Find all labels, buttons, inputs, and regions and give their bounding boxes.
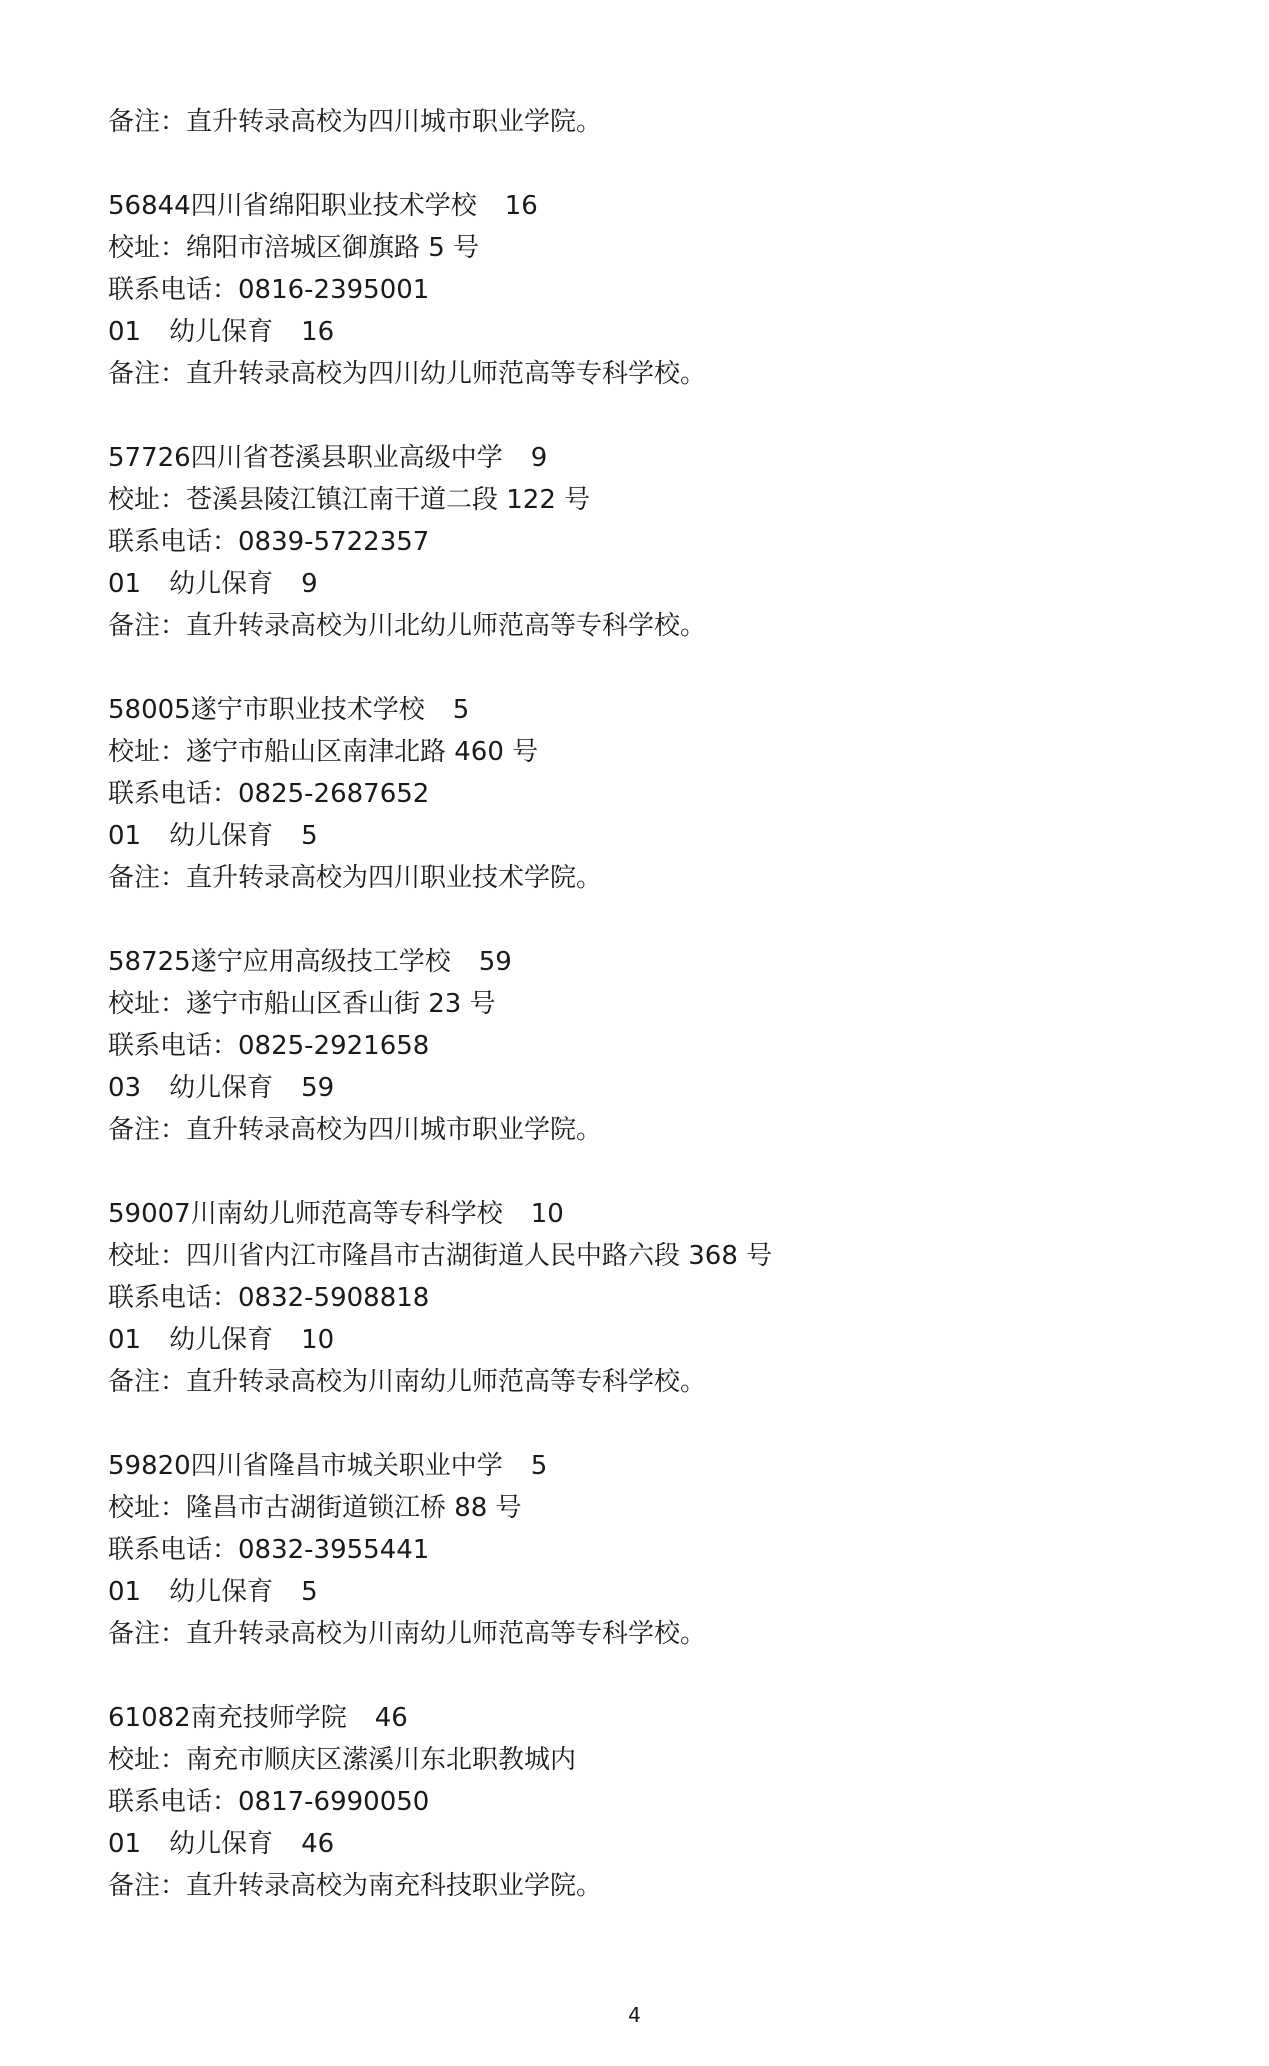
- school-quota: 5: [452, 695, 470, 725]
- school-header: [108, 185, 1168, 227]
- major-quota: 16: [301, 317, 335, 347]
- school-phone: 联系电话：0816-2395001: [108, 275, 430, 305]
- major-name: 幼儿保育: [169, 1577, 274, 1607]
- school-address: 校址：苍溪县陵江镇江南干道二段 122 号: [108, 485, 591, 515]
- school-address: 校址：绵阳市涪城区御旗路 5 号: [108, 233, 480, 263]
- school-note: 备注：直升转录高校为川南幼儿师范高等专科学校。: [108, 1619, 707, 1649]
- school-address: 校址：遂宁市船山区南津北路 460 号: [108, 737, 539, 767]
- school-quota: 10: [530, 1199, 564, 1229]
- school-address: 校址：隆昌市古湖街道锁江桥 88 号: [108, 1493, 522, 1523]
- school-note: 备注：直升转录高校为四川城市职业学院。: [108, 1115, 603, 1145]
- school-address: 校址：南充市顺庆区潆溪川东北职教城内: [108, 1745, 577, 1775]
- major-row: [108, 563, 1168, 605]
- school-header: [108, 1193, 1168, 1235]
- major-row: [108, 1571, 1168, 1613]
- major-name: 幼儿保育: [169, 821, 274, 851]
- school-header: [108, 1697, 1168, 1739]
- major-code: 03: [108, 1073, 142, 1103]
- major-code: 01: [108, 1577, 142, 1607]
- school-name: 川南幼儿师范高等专科学校: [190, 1199, 503, 1229]
- school-name: 四川省绵阳职业技术学校: [190, 191, 477, 221]
- major-quota: 59: [301, 1073, 335, 1103]
- major-quota: 5: [301, 821, 318, 851]
- major-name: 幼儿保育: [169, 1325, 274, 1355]
- school-entry: [108, 185, 1168, 395]
- school-phone: 联系电话：0817-6990050: [108, 1787, 430, 1817]
- major-code: 01: [108, 821, 142, 851]
- school-quota: 9: [530, 443, 548, 473]
- school-address: 校址：遂宁市船山区香山街 23 号: [108, 989, 496, 1019]
- major-name: 幼儿保育: [169, 1829, 274, 1859]
- school-name: 四川省隆昌市城关职业中学: [190, 1451, 503, 1481]
- school-note: 备注：直升转录高校为川南幼儿师范高等专科学校。: [108, 1367, 707, 1397]
- school-phone: 联系电话：0825-2921658: [108, 1031, 430, 1061]
- school-quota: 46: [374, 1703, 408, 1733]
- school-phone: 联系电话：0832-3955441: [108, 1535, 430, 1565]
- major-row: [108, 1067, 1168, 1109]
- major-quota: 9: [301, 569, 318, 599]
- major-quota: 10: [301, 1325, 335, 1355]
- major-code: 01: [108, 1829, 142, 1859]
- school-note: 备注：直升转录高校为川北幼儿师范高等专科学校。: [108, 611, 707, 641]
- major-code: 01: [108, 317, 142, 347]
- school-header: [108, 941, 1168, 983]
- school-code: 58005: [108, 695, 191, 725]
- school-list: [108, 185, 1168, 1907]
- school-phone: 联系电话：0839-5722357: [108, 527, 430, 557]
- major-row: [108, 815, 1168, 857]
- school-note: 备注：直升转录高校为南充科技职业学院。: [108, 1871, 603, 1901]
- school-code: 59820: [108, 1451, 191, 1481]
- school-note: 备注：直升转录高校为四川幼儿师范高等专科学校。: [108, 359, 707, 389]
- school-phone: 联系电话：0832-5908818: [108, 1283, 430, 1313]
- school-address: 校址：四川省内江市隆昌市古湖街道人民中路六段 368 号: [108, 1241, 773, 1271]
- major-row: [108, 311, 1168, 353]
- school-quota: 5: [530, 1451, 548, 1481]
- school-entry: [108, 1445, 1168, 1655]
- school-quota: 16: [504, 191, 538, 221]
- school-code: 58725: [108, 947, 191, 977]
- major-quota: 46: [301, 1829, 335, 1859]
- document-page: [108, 101, 1168, 1907]
- major-row: [108, 1823, 1168, 1865]
- major-code: 01: [108, 1325, 142, 1355]
- page-number: 4: [628, 2003, 641, 2027]
- school-header: [108, 437, 1168, 479]
- school-code: 56844: [108, 191, 191, 221]
- school-entry: [108, 437, 1168, 647]
- major-name: 幼儿保育: [169, 569, 274, 599]
- school-phone: 联系电话：0825-2687652: [108, 779, 430, 809]
- school-code: 57726: [108, 443, 191, 473]
- school-entry: [108, 941, 1168, 1151]
- school-entry: [108, 689, 1168, 899]
- major-quota: 5: [301, 1577, 318, 1607]
- school-entry: [108, 1193, 1168, 1403]
- top-note: 备注：直升转录高校为四川城市职业学院。: [108, 107, 603, 137]
- school-header: [108, 689, 1168, 731]
- school-name: 遂宁应用高级技工学校: [190, 947, 451, 977]
- school-header: [108, 1445, 1168, 1487]
- school-code: 61082: [108, 1703, 191, 1733]
- school-name: 四川省苍溪县职业高级中学: [190, 443, 503, 473]
- major-row: [108, 1319, 1168, 1361]
- school-name: 遂宁市职业技术学校: [190, 695, 425, 725]
- school-note: 备注：直升转录高校为四川职业技术学院。: [108, 863, 603, 893]
- school-entry: [108, 1697, 1168, 1907]
- school-code: 59007: [108, 1199, 191, 1229]
- school-quota: 59: [478, 947, 512, 977]
- school-name: 南充技师学院: [190, 1703, 347, 1733]
- major-code: 01: [108, 569, 142, 599]
- major-name: 幼儿保育: [169, 317, 274, 347]
- major-name: 幼儿保育: [169, 1073, 274, 1103]
